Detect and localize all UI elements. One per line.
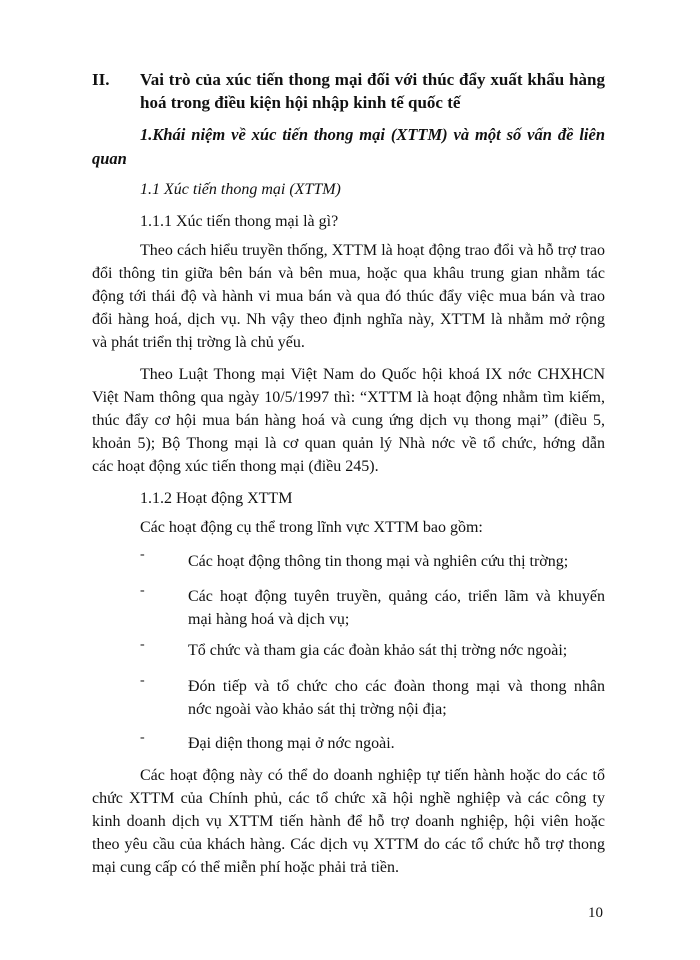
bullet-marker: - bbox=[140, 673, 145, 688]
bullet-4-line-2: nớc ngoài vào khảo sát thị trờng nội địa; bbox=[188, 701, 447, 718]
bullet-marker: - bbox=[140, 637, 145, 652]
bullet-marker: - bbox=[140, 730, 145, 745]
item-112-title: 1.1.2 Hoạt động XTTM bbox=[140, 490, 293, 507]
para3-line-4: theo yêu cầu của khách hàng. Các dịch vụ XTTM do các tổ chức hỗ trợ thong bbox=[92, 836, 605, 853]
para2-line-1: Theo Luật Thong mại Việt Nam do Quốc hội khoá IX nớc CHXHCN bbox=[140, 366, 605, 383]
para2-line-3: thúc đẩy cơ hội mua bán hàng hoá và cung ứng dịch vụ thong mại” (điều 5, bbox=[92, 412, 605, 429]
para1-line-3: động tới thái độ và hành vi mua bán và qua đó thúc đẩy việc mua bán và trao bbox=[92, 288, 605, 305]
para1-line-1: Theo cách hiểu truyền thống, XTTM là hoạt động trao đổi và hỗ trợ trao bbox=[140, 242, 605, 259]
bullet-1-line-1: Các hoạt động thông tin thong mại và nghiên cứu thị trờng; bbox=[188, 553, 569, 570]
para3-line-1: Các hoạt động này có thể do doanh nghiệp tự tiến hành hoặc do các tổ bbox=[140, 767, 605, 784]
para2-line-5: các hoạt động xúc tiến thong mại (điều 245). bbox=[92, 458, 379, 475]
subsection-title-line-1: 1.Khái niệm về xúc tiến thong mại (XTTM) và một số vấn đề liên bbox=[140, 125, 605, 144]
subsubsection-title: 1.1 Xúc tiến thong mại (XTTM) bbox=[140, 181, 341, 198]
section-title-line-1: Vai trò của xúc tiến thong mại đối với thúc đẩy xuất khẩu hàng bbox=[140, 70, 605, 89]
section-title-line-2: hoá trong điều kiện hội nhập kinh tế quốc tế bbox=[140, 93, 461, 112]
item-111-title: 1.1.1 Xúc tiến thong mại là gì? bbox=[140, 213, 339, 230]
section-number: II. bbox=[92, 70, 110, 89]
para1-line-5: và phát triển thị trờng là chủ yếu. bbox=[92, 334, 305, 351]
para3-line-2: chức XTTM của Chính phủ, các tổ chức xã hội nghề nghiệp và các công ty bbox=[92, 790, 605, 807]
bullet-3-line-1: Tổ chức và tham gia các đoàn khảo sát thị trờng nớc ngoài; bbox=[188, 642, 568, 659]
bullet-4-line-1: Đón tiếp và tổ chức cho các đoàn thong mại và thong nhân bbox=[188, 678, 605, 695]
para3-line-5: mại cung cấp có thể miễn phí hoặc phải trả tiền. bbox=[92, 859, 399, 876]
para1-line-4: đổi hàng hoá, dịch vụ. Nh vậy theo định nghĩa này, XTTM là nhằm mở rộng bbox=[92, 311, 605, 328]
page-number: 10 bbox=[588, 905, 603, 921]
para1-line-2: đổi thông tin giữa bên bán và bên mua, hoặc qua khâu trung gian nhằm tác bbox=[92, 265, 605, 282]
bullet-marker: - bbox=[140, 583, 145, 598]
item-112-intro: Các hoạt động cụ thể trong lĩnh vực XTTM bao gồm: bbox=[140, 519, 483, 536]
para2-line-2: Việt Nam thông qua ngày 10/5/1997 thì: “XTTM là hoạt động nhằm tìm kiếm, bbox=[92, 389, 605, 406]
bullet-2-line-1: Các hoạt động tuyên truyền, quảng cáo, triển lãm và khuyến bbox=[188, 588, 605, 605]
bullet-5-line-1: Đại diện thong mại ở nớc ngoài. bbox=[188, 735, 395, 752]
bullet-marker: - bbox=[140, 547, 145, 562]
subsection-title-line-2: quan bbox=[92, 149, 127, 168]
bullet-2-line-2: mại hàng hoá và dịch vụ; bbox=[188, 611, 350, 628]
para2-line-4: khoản 5); Bộ Thong mại là cơ quan quản lý Nhà nớc về tổ chức, hớng dẫn bbox=[92, 435, 605, 452]
para3-line-3: kinh doanh dịch vụ XTTM tiến hành để hỗ trợ doanh nghiệp, hội viên hoặc bbox=[92, 813, 605, 830]
